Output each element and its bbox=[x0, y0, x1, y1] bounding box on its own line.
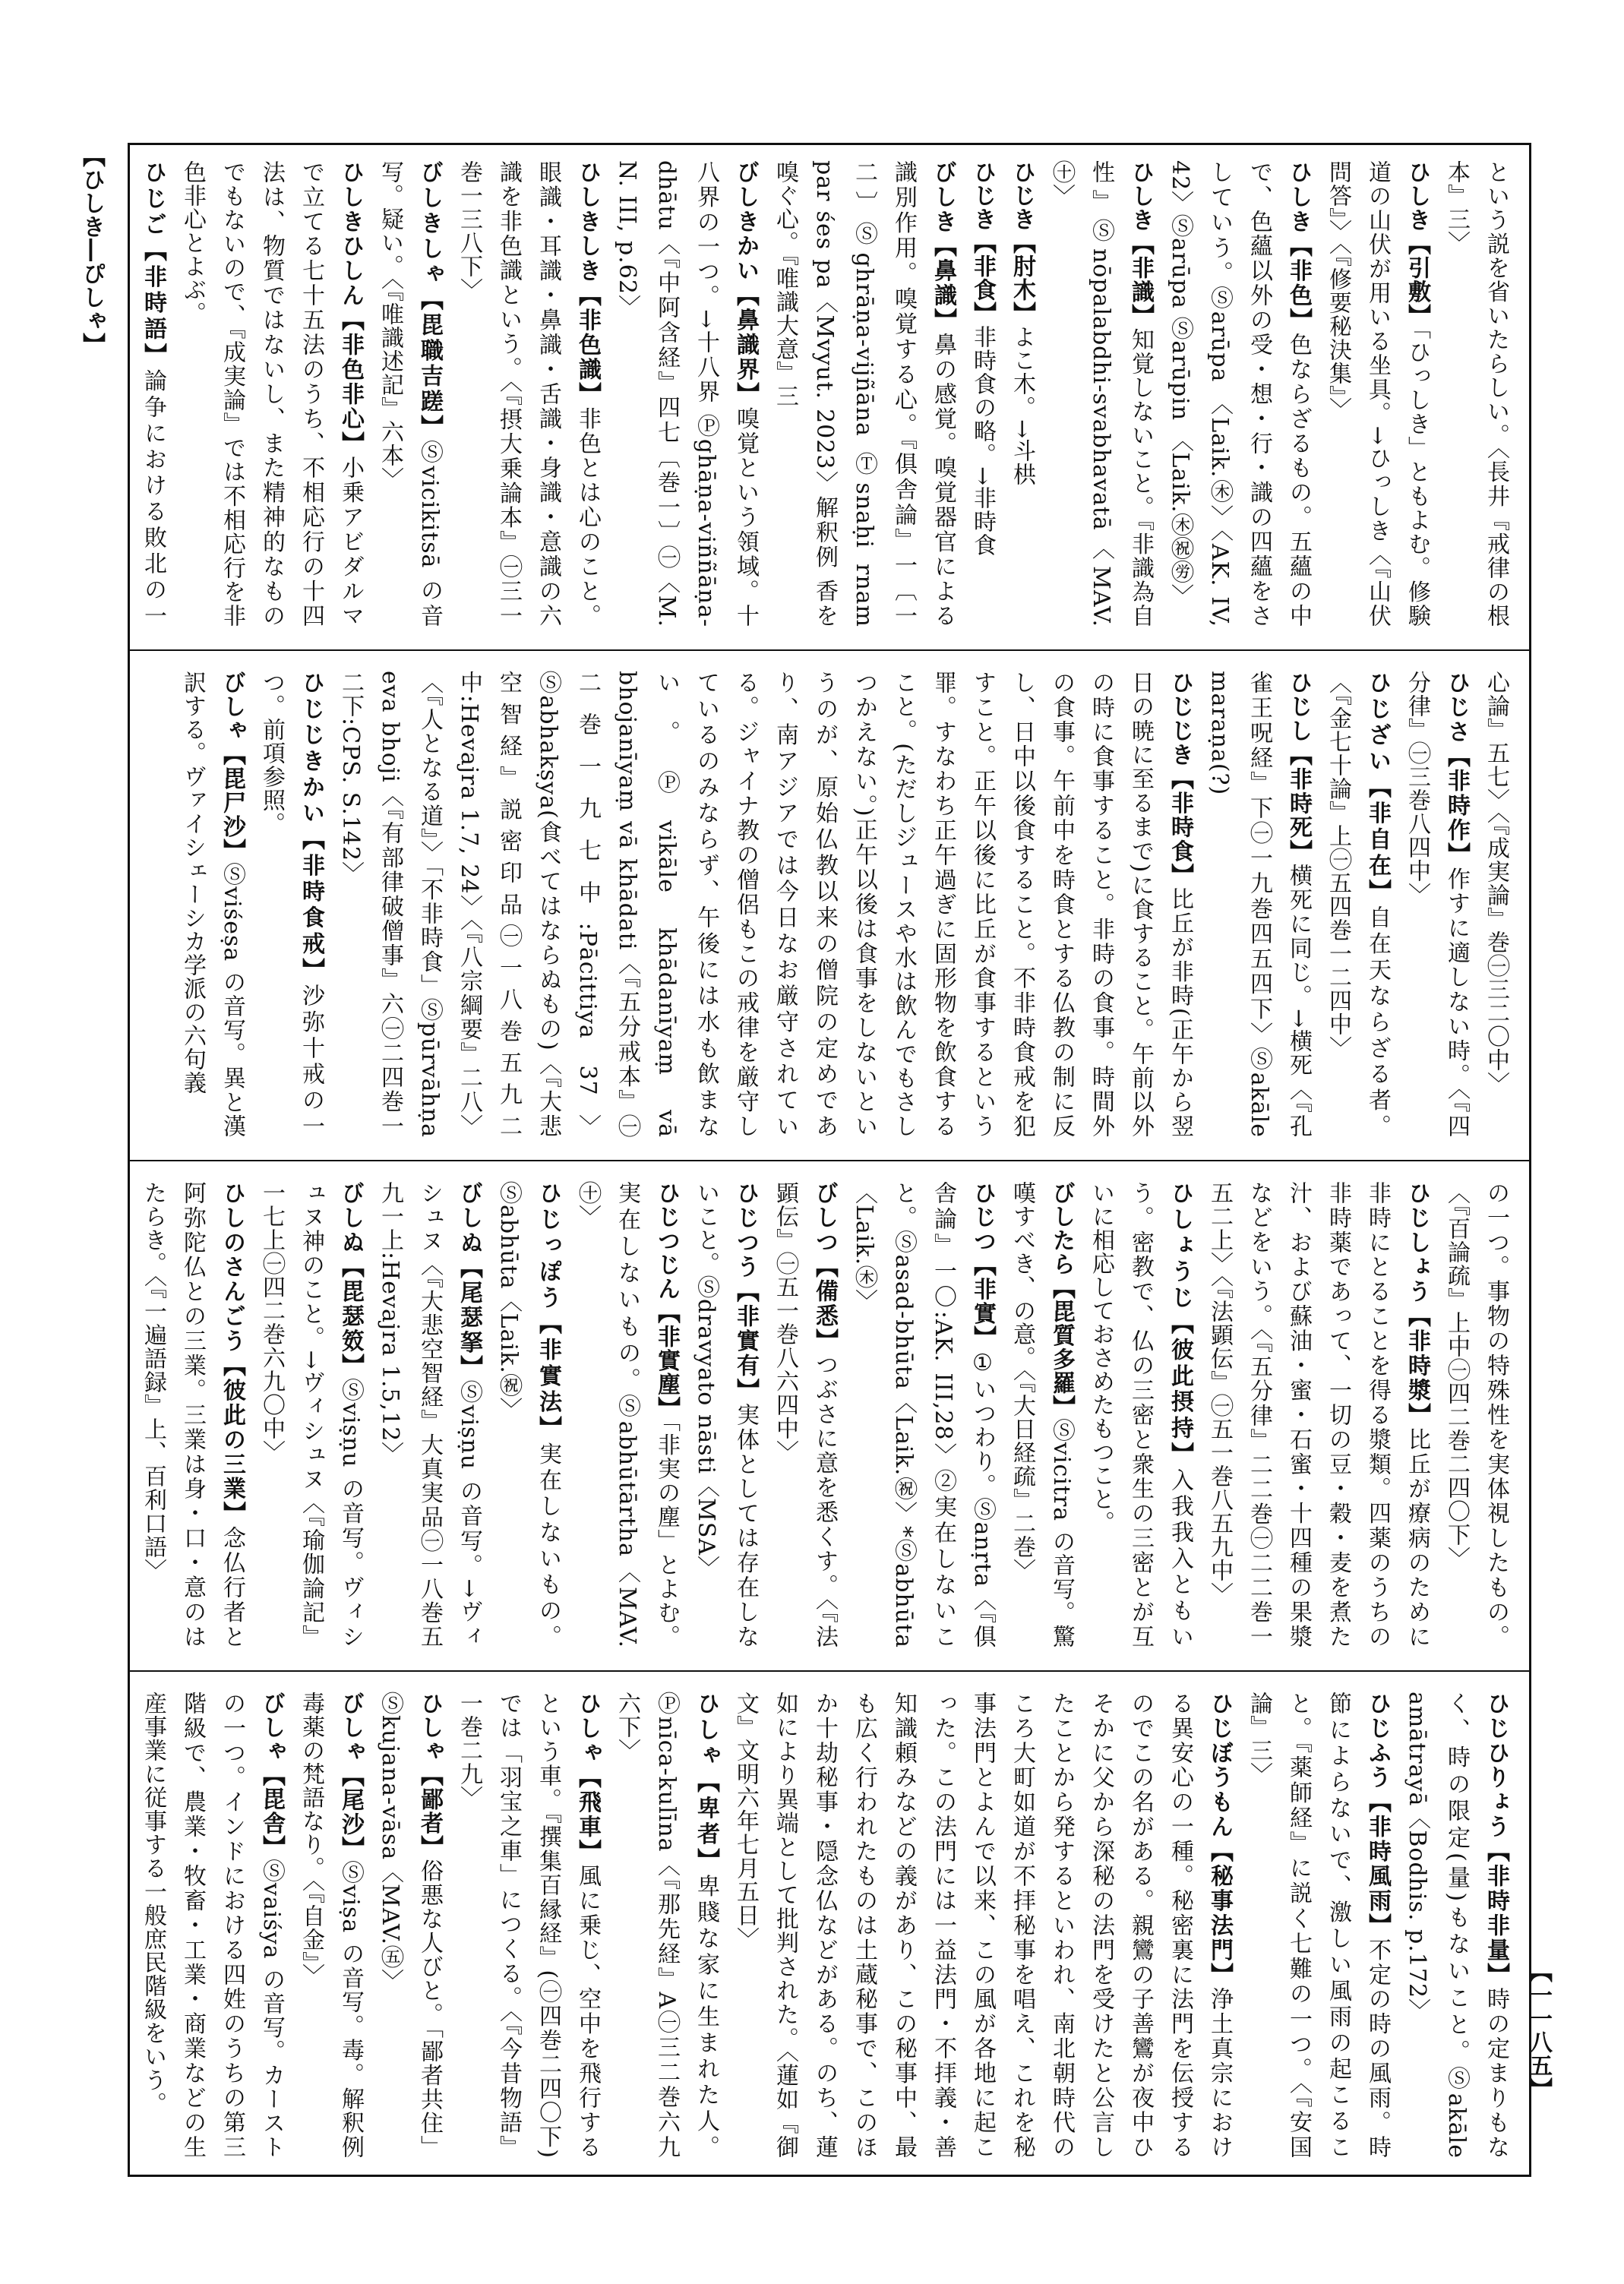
tier-3 bbox=[130, 1166, 1529, 1663]
dictionary-entry bbox=[370, 160, 449, 627]
dictionary-entry bbox=[765, 160, 962, 627]
entry-definition: Ⓢvicikitsā の音写。疑い。〈『唯識述記』六本〉 bbox=[377, 160, 443, 628]
entry-definition: 自在天ならざる者。〈『金七十論』上㊀五四巻一二四中〉 bbox=[1325, 671, 1391, 1139]
entry-definition: 沙弥十戒の一つ。前項参照。 bbox=[258, 671, 324, 1139]
dictionary-entry bbox=[1199, 671, 1318, 1138]
dictionary-entry bbox=[449, 1692, 607, 2159]
entry-headword: ひじじきかい【非時食戒】 bbox=[298, 671, 324, 984]
entry-headword: ひじっぽう【非實法】 bbox=[535, 1181, 561, 1442]
dictionary-entry bbox=[370, 1181, 488, 1648]
entry-headword: ひしきひしん【非色非心】 bbox=[337, 160, 364, 456]
dictionary-page-frame bbox=[128, 143, 1531, 2177]
dictionary-entry bbox=[251, 1181, 370, 1648]
entry-headword: びしつ【備悉】 bbox=[811, 1181, 838, 1354]
dictionary-entry bbox=[567, 1181, 686, 1648]
dictionary-entry bbox=[133, 1181, 251, 1648]
dictionary-entry bbox=[1318, 671, 1397, 1138]
dictionary-entry bbox=[172, 160, 370, 627]
entry-headword: ひしゃ【鄙者】 bbox=[416, 1692, 443, 1859]
dictionary-entry bbox=[686, 1181, 765, 1648]
entry-definition: Ⓢviṣṇu の音写。→ヴィシュヌ〈『大悲空智経』大真実品㊀一八巻五九一上:Hevajra 1.5,12〉 bbox=[377, 1181, 482, 1648]
dictionary-entry bbox=[1239, 1692, 1397, 2159]
dictionary-entry bbox=[1397, 671, 1476, 1138]
dictionary-entry bbox=[370, 1692, 449, 2159]
entry-definition: 色ならざるもの。五蘊の中で、色蘊以外の受・想・行・識の四蘊をさしていう。Ⓢarūpa 〈Laik.㊍〉〈AK. IV, 42〉Ⓢarūpa Ⓢarūpin 〈Laik.㊍㊗㊘〉 bbox=[1167, 160, 1312, 628]
entry-headword: ひしきしき【非色識】 bbox=[574, 160, 601, 407]
entry-definition: 不定の時の風雨。時節によらないで、激しい風雨の起こること。『薬師経』に説く七難の一つ。〈『安国論』三〉 bbox=[1246, 1692, 1391, 2159]
entry-definition: Ⓢviṣa の音写。毒。解釈例 毒薬の梵語なり。〈『自金』〉 bbox=[298, 1692, 364, 2159]
dictionary-entry bbox=[1081, 1181, 1199, 1648]
entry-definition: 比丘が療病のために非時にとることを得る漿類。四薬のうちの非時薬であって、一切の豆・穀・麦を煮た汁、および蘇油・蜜・石蜜・十四種の果漿などをいう。〈『五分律』二二巻㊀二二巻一五二上〉〈『法顕伝』㊀五一巻八五九中〉 bbox=[1206, 1181, 1430, 1649]
dictionary-entry bbox=[765, 1181, 844, 1648]
entry-definition: ①いつわり。Ⓢanṛta〈『俱舎論』一〇:AK. III,28〉②実在しないこと。Ⓢasad-bhūta〈Laik.㊗〉*Ⓢabhūta〈Laik.㊍〉 bbox=[851, 1181, 996, 1649]
entry-definition: Ⓢvaiśya の音写。カーストの一つ。インドにおける四姓のうちの第三階級で、農業・牧畜・工業・商業などの生産事業に従事する一般庶民階級をいう。 bbox=[140, 1692, 285, 2159]
entry-definition: 実体としては存在しないこと。Ⓢdravyato nāsti〈MSA〉 bbox=[693, 1181, 759, 1648]
entry-headword: ひしょうじ【彼此摂持】 bbox=[1167, 1181, 1193, 1468]
dictionary-entry bbox=[1199, 1181, 1436, 1648]
entry-headword: ひじふう【非時風雨】 bbox=[1364, 1692, 1391, 1938]
dictionary-entry bbox=[1436, 160, 1515, 627]
entry-headword: びしきかい【鼻識界】 bbox=[732, 160, 759, 407]
dictionary-entry bbox=[962, 160, 1002, 627]
entry-headword: ひじき【肘木】 bbox=[1009, 160, 1035, 325]
dictionary-entry bbox=[607, 160, 765, 627]
entry-headword: ひじし【非時死】 bbox=[1285, 671, 1312, 864]
entry-headword: びしぬ【尾瑟拏】 bbox=[456, 1181, 482, 1380]
entry-definition: Ⓢviṣṇu の音写。ヴィシュヌ神のこと。→ヴィシュヌ〈『瑜伽論記』一七上㊀四二巻六九〇中〉 bbox=[258, 1181, 364, 1648]
entry-definition: よこ木。→斗栱 bbox=[1009, 325, 1035, 487]
entry-headword: ひしのさんごう【彼此の三業】 bbox=[219, 1181, 245, 1527]
entry-definition: 非時食の略。→非時食 bbox=[969, 325, 996, 558]
dictionary-entry bbox=[725, 1692, 1239, 2159]
entry-headword: ひじぼうもん【秘事法門】 bbox=[1206, 1692, 1233, 1988]
entry-headword: びしたら【毘質多羅】 bbox=[1048, 1181, 1075, 1419]
entry-definition: 鼻の感覚。嗅覚器官による識別作用。嗅覚する心。『俱舎論』一〔一二〕Ⓢghrāṇa-vijñāna Ⓣsnaḥi rnam par śes pa〈Mvyut. 2023〉解釈例 香を嗅ぐ心。『唯識大意』三 bbox=[772, 160, 956, 628]
dictionary-entry bbox=[172, 671, 251, 1138]
entry-headword: ひしゃ【卑者】 bbox=[693, 1692, 719, 1875]
tier-divider bbox=[130, 649, 1529, 651]
entry-definition: 浄土真宗における異安心の一種。秘密裏に法門を伝授するのでこの名がある。親鸞の子善鸞が夜中ひそかに父から深秘の法門を受けたと公言したことから発するといわれ、南北朝時代のころ大町如道が不拝秘事を唱え、これを秘事法門とよんで以来、この風が各地に起こった。この法門には一益法門・不拝義・善知識頼みなどの義があり、この秘事中、最も広く行われたものは土蔵秘事で、このほか十劫秘事・隠念仏などがある。のち、蓮如により異端として批判された。〈蓮如『御文』文明六年七月五日〉 bbox=[732, 1692, 1233, 2159]
dictionary-entry bbox=[1041, 160, 1160, 627]
dictionary-entry bbox=[449, 160, 607, 627]
entry-headword: びしぬ【毘瑟笯】 bbox=[337, 1181, 364, 1379]
dictionary-entry bbox=[1160, 160, 1318, 627]
entry-definition: 時の定まりもなく、時の限定(量)もないこと。Ⓢakāle amātrayā〈Bodhis. p.172〉 bbox=[1404, 1692, 1509, 2159]
dictionary-entry bbox=[1002, 1181, 1081, 1648]
entry-definition: Ⓢviśeṣa の音写。異と漢訳する。ヴァイシェーシカ学派の六句義 bbox=[179, 671, 245, 1139]
entry-headword: ひしゃ【飛車】 bbox=[574, 1692, 601, 1865]
dictionary-entry bbox=[330, 671, 1199, 1138]
entry-headword: ひじざい【非自在】 bbox=[1364, 671, 1391, 906]
dictionary-entry bbox=[133, 1692, 291, 2159]
entry-definition: 比丘が非時(正午から翌日の暁に至るまで)に食すること。午前以外の時に食事すること。非時の食事。時間外の食事。午前中を時食とする仏教の制に反し、日中以後食すること。不非時食戒を犯すこと。正午以後に比丘が食事するという罪。すなわち正午過ぎに固形物を飲食すること。(ただしジュースや水は飲んでもさしつかえない。)正午以後は食事をしないというのが、原始仏教以来の僧院の定めであり、南アジアでは今日なお厳守されている。ジャイナ教の僧侶もこの戒律を厳守しているのみならず、午後には水も飲まない。Ⓟvikāle khādanīyaṃ vā bhojanīyaṃ vā khādati〈『五分戒本』㊀二巻一九七中:Pācittiya 37〉Ⓢabhakṣya(食べてはならぬもの)〈『大悲空智経』説密印品㊀一八巻五九二中:Hevajra 1.7, 24〉〈『八宗綱要』二八〉〈『人となる道』〉「不非時食」Ⓢpūrvāhṇa eva bhoji〈『有部律破僧事』六㊀二四巻一二下:CPS. S.142〉 bbox=[337, 671, 1193, 1138]
entry-definition: 作すに適しない時。〈『四分律』㊀三巻八四中〉 bbox=[1404, 671, 1470, 1139]
tier-divider bbox=[130, 1670, 1529, 1672]
entry-headword: ひじひりょう【非時非量】 bbox=[1483, 1692, 1509, 1988]
dictionary-entry bbox=[1476, 671, 1515, 1138]
entry-definition: の一つ。事物の特殊性を実体視したもの。〈『百論疏』上中㊀四二巻二四〇下〉 bbox=[1443, 1181, 1509, 1648]
entry-definition: 非色とは心のこと。眼識・耳識・鼻識・舌識・身識・意識の六識を非色識という。〈『摂大乗論本』㊀三一巻一三八下〉 bbox=[456, 160, 601, 628]
entry-definition: 横死に同じ。→横死〈『孔雀王呪経』下㊀一九巻四五四下〉Ⓢakāle maraṇa(?) bbox=[1206, 671, 1312, 1139]
dictionary-entry bbox=[130, 160, 172, 627]
tier-divider bbox=[130, 1160, 1529, 1161]
entry-headword: ひしき【非色】 bbox=[1285, 160, 1312, 333]
entry-definition: 論争における敗北の一 bbox=[140, 368, 166, 628]
entry-definition: 風に乗じ、空中を飛行するという車。『撰集百縁経』(㊀四巻二四〇下)では「羽宝之車」につくる。〈『今昔物語』一巻二九〉 bbox=[456, 1692, 601, 2159]
entry-definition: 小乗アビダルマで立てる七十五法のうち、不相応行の十四法は、物質ではないし、また精神的なものでもないので、『成実論』では不相応行を非色非心とよぶ。 bbox=[179, 160, 364, 628]
dictionary-entry bbox=[607, 1692, 725, 2159]
dictionary-entry bbox=[1002, 160, 1041, 627]
dictionary-entry bbox=[291, 1692, 370, 2159]
entry-headword: ひじしょう【非時漿】 bbox=[1404, 1181, 1430, 1428]
entry-definition: Ⓢvicitra の音写。驚嘆すべき、の意。〈『大日経疏』二巻〉 bbox=[1009, 1181, 1075, 1649]
entry-headword: びしゃ【毘舎】 bbox=[258, 1692, 285, 1859]
entry-definition: 実在しないもの。Ⓢabhūta〈Laik.㊗〉 bbox=[495, 1181, 561, 1649]
tier-2 bbox=[130, 656, 1529, 1153]
entry-definition: 心論』五七〉〈『成実論』巻㊀三二〇中〉 bbox=[1483, 671, 1509, 1095]
entry-definition: 俗悪な人びと。「鄙者共住」Ⓢkujana-vāsa〈MAV.㊄〉 bbox=[377, 1692, 443, 2159]
dictionary-entry bbox=[1318, 160, 1436, 627]
tier-4 bbox=[130, 1676, 1529, 2174]
entry-headword: ひじつじん【非實塵】 bbox=[653, 1181, 680, 1421]
dictionary-entry bbox=[251, 671, 330, 1138]
page-number: 【一一八五】 bbox=[1525, 1960, 1552, 2101]
entry-headword: ひじつ【非實】 bbox=[969, 1181, 996, 1350]
entry-definition: 「非実の塵」とよむ。実在しないもの。Ⓢabhūtārtha〈MAV.㊉〉 bbox=[574, 1181, 680, 1649]
dictionary-entry bbox=[488, 1181, 567, 1648]
entry-headword: ひじじき【非時食】 bbox=[1167, 671, 1193, 888]
entry-definition: 入我我入ともいう。密教で、仏の三密と衆生の三密とが互いに相応しておさめたもつこと。 bbox=[1088, 1181, 1193, 1649]
entry-definition: 知覚しないこと。『非識為自性』Ⓢnōpalabdhi-svabhavatā〈MAV.㊉〉 bbox=[1048, 160, 1154, 628]
entry-headword: ひしき【非識】 bbox=[1127, 160, 1154, 328]
dictionary-entry bbox=[844, 1181, 1002, 1648]
entry-headword: ひじき【非食】 bbox=[969, 160, 996, 325]
entry-definition: 念仏行者と阿弥陀仏との三業。三業は身・口・意のはたらき。〈『一遍語録』上、百利口語〉 bbox=[140, 1181, 245, 1649]
tier-1 bbox=[130, 145, 1529, 643]
entry-definition: 「ひっしき」ともよむ。修験道の山伏が用いる坐具。→ひっしき〈『山伏問答』〉〈『修要秘決集』〉 bbox=[1325, 160, 1430, 628]
entry-headword: びしきしゃ【毘職吉蹉】 bbox=[416, 160, 443, 441]
entry-headword: ひじつう【非實有】 bbox=[732, 1181, 759, 1403]
entry-headword: ひじさ【非時作】 bbox=[1443, 671, 1470, 867]
dictionary-entry bbox=[1397, 1692, 1515, 2159]
entry-definition: 卑賤な家に生まれた人。Ⓟnīca-kulīna〈『那先経』A㊀三二巻六九六下〉 bbox=[614, 1692, 719, 2159]
entry-headword: ひしき【引敷】 bbox=[1404, 160, 1430, 328]
running-head: 【ひしき―ぴしゃ】 bbox=[78, 144, 105, 356]
entry-headword: びしき【鼻識】 bbox=[930, 160, 956, 333]
entry-headword: びしゃ【尾沙】 bbox=[337, 1692, 364, 1861]
dictionary-entry bbox=[1436, 1181, 1515, 1648]
entry-definition: 嗅覚という領域。十八界の一つ。→十八界 Ⓟghāṇa-viññāṇa-dhātu〈『中阿含経』四七〔巻一〕㊀〈M. N. III, p.62〉 bbox=[614, 160, 759, 628]
entry-definition: つぶさに意を悉くす。〈『法顕伝』㊀五一巻八六四中〉 bbox=[772, 1181, 838, 1649]
entry-headword: ひじご【非時語】 bbox=[140, 160, 166, 369]
entry-headword: びしゃ【毘尸沙】 bbox=[219, 671, 245, 863]
entry-definition: という説を省いたらしい。〈長井『戒律の根本』三〉 bbox=[1443, 160, 1509, 627]
